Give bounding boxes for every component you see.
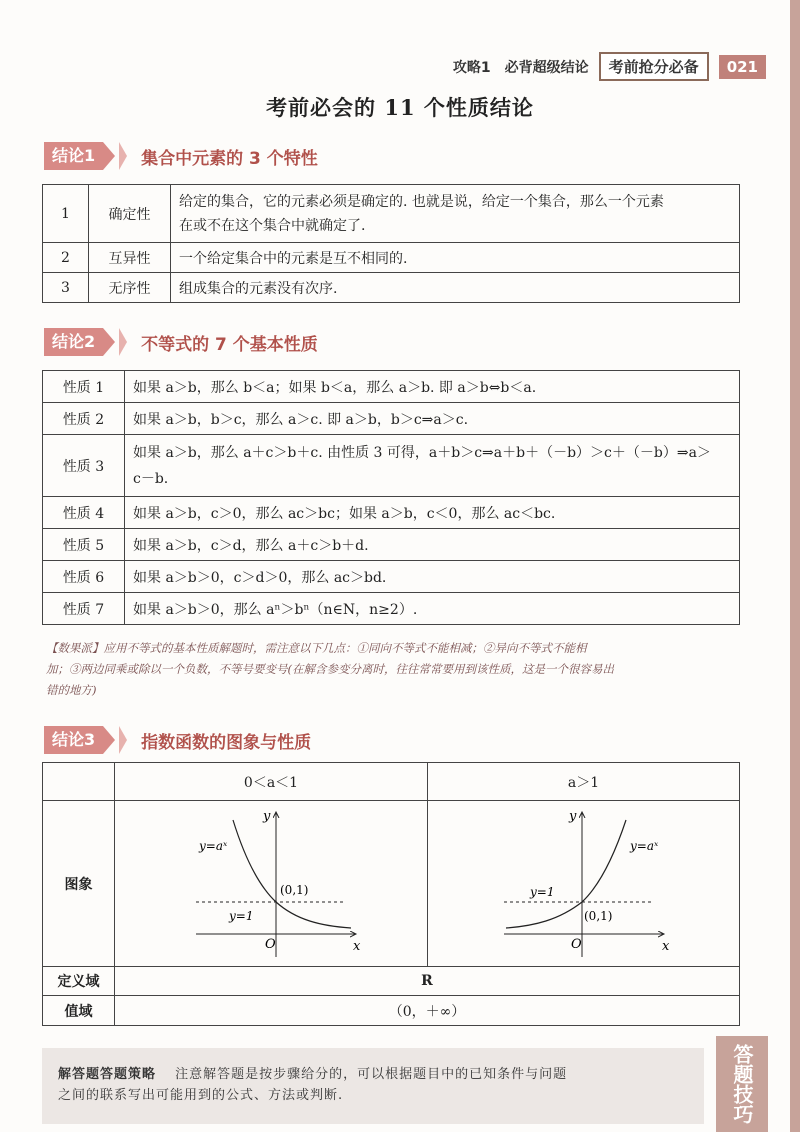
section1-banner [44,142,318,170]
footer-line [58,1064,698,1085]
row-number: 2 [43,243,89,273]
property-desc: 如果 a＞b，c＞0，那么 ac＞bc；如果 a＞b，c＜0，那么 ac＜bc. [125,497,740,529]
graph-increasing [434,802,734,962]
row-number: 3 [43,273,89,303]
tip-line: 错的地方) [46,683,97,697]
table-row [43,403,740,435]
badge: 考前抢分必备 [599,52,709,81]
y-label: y [263,808,271,824]
table-row [43,593,740,625]
section1-title: 集合中元素的 3 个特性 [141,148,318,169]
range-value: （0，＋∞） [115,996,740,1026]
property-desc: 如果 a＞b＞0，那么 aⁿ＞bⁿ（n∈N，n≥2）. [125,593,740,625]
arrow-icon [103,142,115,170]
property-name: 确定性 [89,185,171,243]
table-row [43,243,740,273]
empty-cell [43,763,115,801]
row-label-range: 值域 [43,996,115,1026]
desc-line: c－b. [133,470,169,487]
y-label: y [568,808,576,824]
page-edge-strip [790,0,800,1132]
table-row [43,561,740,593]
arrow-icon [119,142,127,170]
line-label: y=1 [529,884,554,899]
table-row [43,435,740,497]
tip-line: 加；③两边同乘或除以一个负数，不等号要变号(在解含参变分离时，往往常常要用到该性质，这是一个很容易出 [46,662,614,676]
curve-label: y=aˣ [629,838,658,853]
property-name: 性质 4 [43,497,125,529]
property-desc: 如果 a＞b，c＞d，那么 a＋c＞b＋d. [125,529,740,561]
property-desc: 一个给定集合中的元素是互不相同的. [171,243,740,273]
arrow-icon [103,328,115,356]
strategy-label: 解答题答题策略 [58,1067,157,1082]
table-row [43,967,740,996]
desc-line: 给定的集合，它的元素必须是确定的. 也就是说，给定一个集合，那么一个元素 [179,193,664,210]
property-desc: 组成集合的元素没有次序. [171,273,740,303]
property-name: 性质 7 [43,593,125,625]
graph-cell-left [115,801,428,967]
table-row [43,763,740,801]
property-name: 性质 6 [43,561,125,593]
table-row [43,371,740,403]
table-row [43,273,740,303]
row-label-domain: 定义域 [43,967,115,996]
graph-cell-right [428,801,740,967]
table-row [43,185,740,243]
property-desc: 如果 a＞b＞0，c＞d＞0，那么 ac＞bd. [125,561,740,593]
graph-decreasing [121,802,421,962]
section3-tag: 结论3 [44,726,103,754]
property-name: 性质 2 [43,403,125,435]
arrow-icon [119,726,127,754]
property-name: 互异性 [89,243,171,273]
footer-line2: 之间的联系写出可能用到的公式、方法或判断. [58,1088,344,1103]
tip-line: 【数果派】应用不等式的基本性质解题时，需注意以下几点：①同向不等式不能相减；②异向不等式不能相 [46,641,587,655]
line-label: y=1 [229,908,254,923]
inequality-properties-table [42,370,740,625]
origin-label: O [570,936,582,952]
table-row [43,996,740,1026]
handwritten-tip [46,638,746,701]
x-label: x [661,938,669,954]
page-number: 021 [719,55,766,79]
side-tab: 答题技巧 [716,1036,768,1132]
arrow-icon [103,726,115,754]
exponential-function-table [42,762,740,1026]
row-label-graph: 图象 [43,801,115,967]
table-row [43,801,740,967]
x-label: x [353,938,361,954]
col-header-left: 0＜a＜1 [115,763,428,801]
set-properties-table [42,184,740,303]
running-head [453,52,766,81]
section2-title: 不等式的 7 个基本性质 [141,334,318,355]
section1-tag: 结论1 [44,142,103,170]
domain-value: R [115,967,740,996]
curve-label: y=aˣ [199,838,228,853]
desc-line: 如果 a＞b，那么 a＋c＞b＋c. 由性质 3 可得，a＋b＞c⇒a＋b＋（－b）＞c＋（－b）⇒a＞ [133,444,711,461]
row-number: 1 [43,185,89,243]
property-name: 无序性 [89,273,171,303]
page-title: 考前必会的 11 个性质结论 [266,95,534,120]
property-desc: 如果 a＞b，b＞c，那么 a＞c. 即 a＞b，b＞c⇒a＞c. [125,403,740,435]
point-label: (0,1) [583,908,612,923]
property-name: 性质 3 [43,435,125,497]
table-row [43,529,740,561]
section2-tag: 结论2 [44,328,103,356]
desc-line: 在或不在这个集合中就确定了. [179,217,366,234]
footer-text [58,1064,698,1106]
origin-label: O [265,936,276,952]
chapter-label: 攻略1 必背超级结论 [452,59,589,76]
section3-banner [44,726,311,754]
arrow-icon [119,328,127,356]
col-header-right: a＞1 [428,763,740,801]
section3-title: 指数函数的图象与性质 [141,732,312,753]
property-desc [171,185,740,243]
property-name: 性质 1 [43,371,125,403]
property-name: 性质 5 [43,529,125,561]
footer-line1: 注意解答题是按步骤给分的，可以根据题目中的已知条件与问题 [175,1067,568,1082]
point-label: (0,1) [280,882,309,897]
property-desc: 如果 a＞b，那么 b＜a；如果 b＜a，那么 a＞b. 即 a＞b⇔b＜a. [125,371,740,403]
section2-banner [44,328,318,356]
property-desc [125,435,740,497]
table-row [43,497,740,529]
